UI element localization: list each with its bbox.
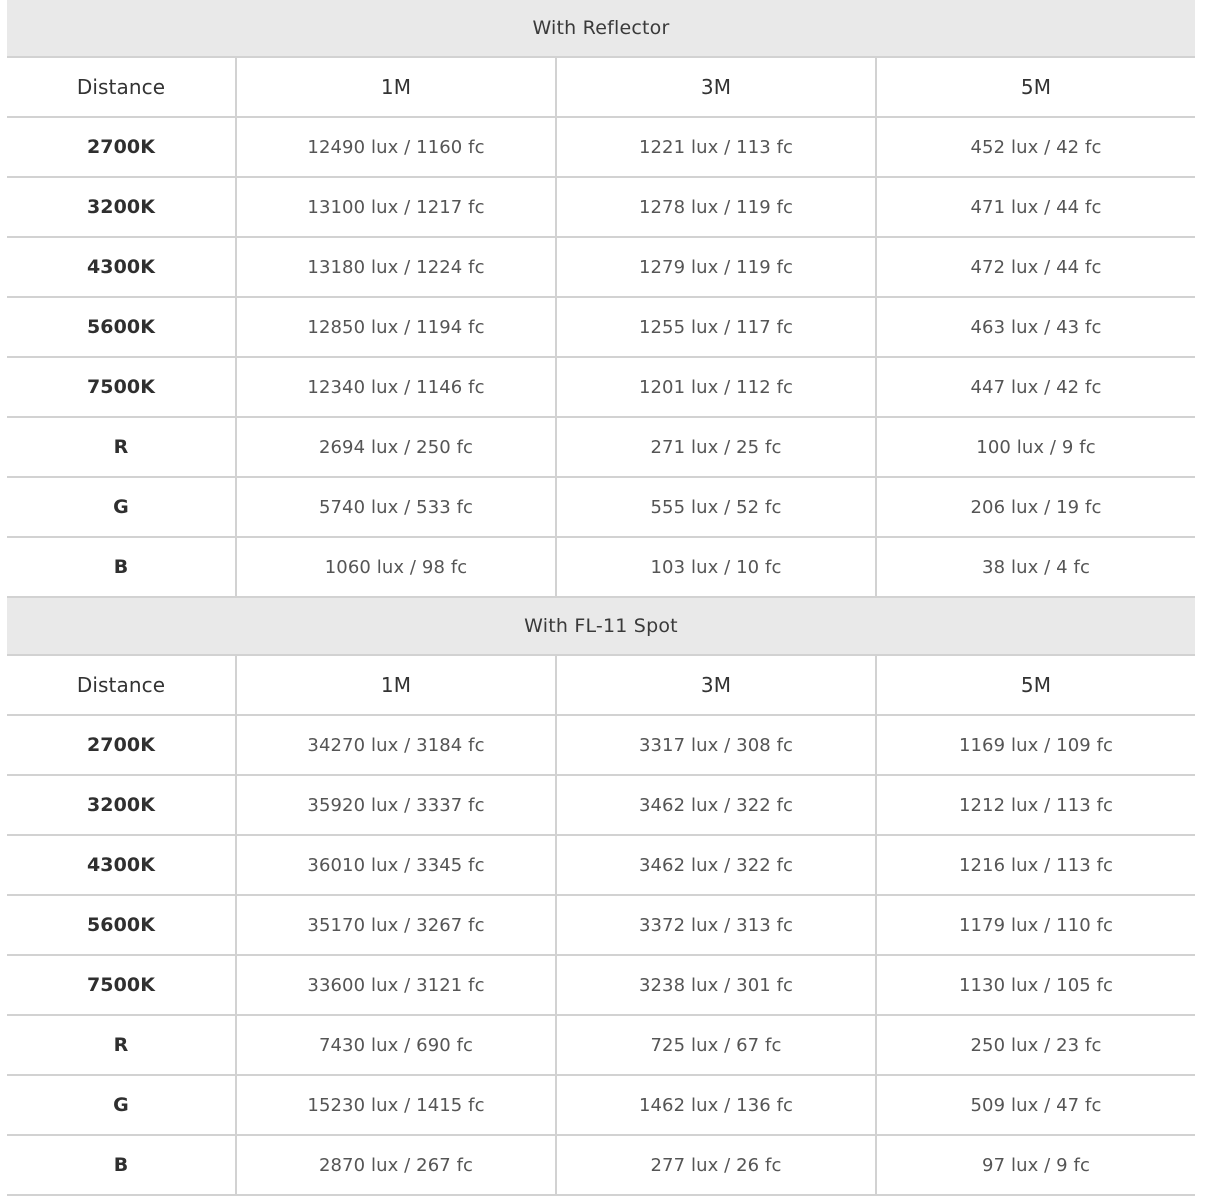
table-header-row [7,58,1195,118]
row-label: R [113,436,129,458]
table-row [7,358,1195,418]
section-with-reflector [7,0,1195,598]
row-label: 2700K [86,734,156,756]
table-row [7,716,1195,776]
value-3m: 1255 lux / 117 fc [555,298,875,356]
table-row [7,956,1195,1016]
value-1m: 15230 lux / 1415 fc [235,1076,555,1134]
table-row [7,118,1195,178]
value-1m: 35170 lux / 3267 fc [235,896,555,954]
value-1m: 13180 lux / 1224 fc [235,238,555,296]
value-5m: 250 lux / 23 fc [875,1016,1195,1074]
value-5m: 206 lux / 19 fc [875,478,1195,536]
value-1m: 35920 lux / 3337 fc [235,776,555,834]
table-row [7,776,1195,836]
value-5m: 509 lux / 47 fc [875,1076,1195,1134]
value-3m: 103 lux / 10 fc [555,538,875,596]
row-label: G [113,1094,129,1116]
value-5m: 1130 lux / 105 fc [875,956,1195,1014]
column-header-distance: Distance [76,673,166,697]
table-row [7,538,1195,598]
value-3m: 1462 lux / 136 fc [555,1076,875,1134]
table-row [7,298,1195,358]
value-5m: 472 lux / 44 fc [875,238,1195,296]
column-header-1m: 1M [235,656,555,714]
value-3m: 1221 lux / 113 fc [555,118,875,176]
row-label: 7500K [86,376,156,398]
row-label: B [113,556,129,578]
row-label: B [113,1154,129,1176]
value-1m: 5740 lux / 533 fc [235,478,555,536]
value-5m: 447 lux / 42 fc [875,358,1195,416]
section-title: With FL-11 Spot [7,598,1195,656]
table-row [7,1076,1195,1136]
value-3m: 1279 lux / 119 fc [555,238,875,296]
value-3m: 3462 lux / 322 fc [555,776,875,834]
value-5m: 452 lux / 42 fc [875,118,1195,176]
value-1m: 7430 lux / 690 fc [235,1016,555,1074]
value-3m: 1201 lux / 112 fc [555,358,875,416]
column-header-1m: 1M [235,58,555,116]
value-1m: 12850 lux / 1194 fc [235,298,555,356]
row-label: R [113,1034,129,1056]
value-3m: 3372 lux / 313 fc [555,896,875,954]
value-3m: 271 lux / 25 fc [555,418,875,476]
value-5m: 97 lux / 9 fc [875,1136,1195,1194]
value-5m: 100 lux / 9 fc [875,418,1195,476]
value-1m: 13100 lux / 1217 fc [235,178,555,236]
table-row [7,178,1195,238]
value-1m: 12490 lux / 1160 fc [235,118,555,176]
row-label: 5600K [86,914,156,936]
value-3m: 555 lux / 52 fc [555,478,875,536]
value-1m: 36010 lux / 3345 fc [235,836,555,894]
value-3m: 3462 lux / 322 fc [555,836,875,894]
table-row [7,238,1195,298]
table-row [7,1016,1195,1076]
table-header-row [7,656,1195,716]
column-header-3m: 3M [555,656,875,714]
value-5m: 1179 lux / 110 fc [875,896,1195,954]
value-5m: 1216 lux / 113 fc [875,836,1195,894]
table-row [7,478,1195,538]
column-header-5m: 5M [875,58,1195,116]
table-row [7,1136,1195,1196]
value-1m: 34270 lux / 3184 fc [235,716,555,774]
row-label: 4300K [86,256,156,278]
value-3m: 3317 lux / 308 fc [555,716,875,774]
value-1m: 1060 lux / 98 fc [235,538,555,596]
table-row [7,418,1195,478]
photometric-table [7,0,1195,1196]
value-5m: 463 lux / 43 fc [875,298,1195,356]
column-header-3m: 3M [555,58,875,116]
value-1m: 12340 lux / 1146 fc [235,358,555,416]
row-label: 3200K [86,794,156,816]
value-3m: 1278 lux / 119 fc [555,178,875,236]
section-title: With Reflector [7,0,1195,58]
value-5m: 1212 lux / 113 fc [875,776,1195,834]
table-row [7,836,1195,896]
value-1m: 33600 lux / 3121 fc [235,956,555,1014]
row-label: 7500K [86,974,156,996]
row-label: 2700K [86,136,156,158]
row-label: 3200K [86,196,156,218]
column-header-5m: 5M [875,656,1195,714]
row-label: G [113,496,129,518]
value-5m: 471 lux / 44 fc [875,178,1195,236]
value-3m: 277 lux / 26 fc [555,1136,875,1194]
section-with-fl11-spot [7,598,1195,1196]
value-3m: 725 lux / 67 fc [555,1016,875,1074]
value-3m: 3238 lux / 301 fc [555,956,875,1014]
row-label: 4300K [86,854,156,876]
value-1m: 2870 lux / 267 fc [235,1136,555,1194]
row-label: 5600K [86,316,156,338]
value-5m: 1169 lux / 109 fc [875,716,1195,774]
column-header-distance: Distance [76,75,166,99]
value-1m: 2694 lux / 250 fc [235,418,555,476]
value-5m: 38 lux / 4 fc [875,538,1195,596]
table-row [7,896,1195,956]
